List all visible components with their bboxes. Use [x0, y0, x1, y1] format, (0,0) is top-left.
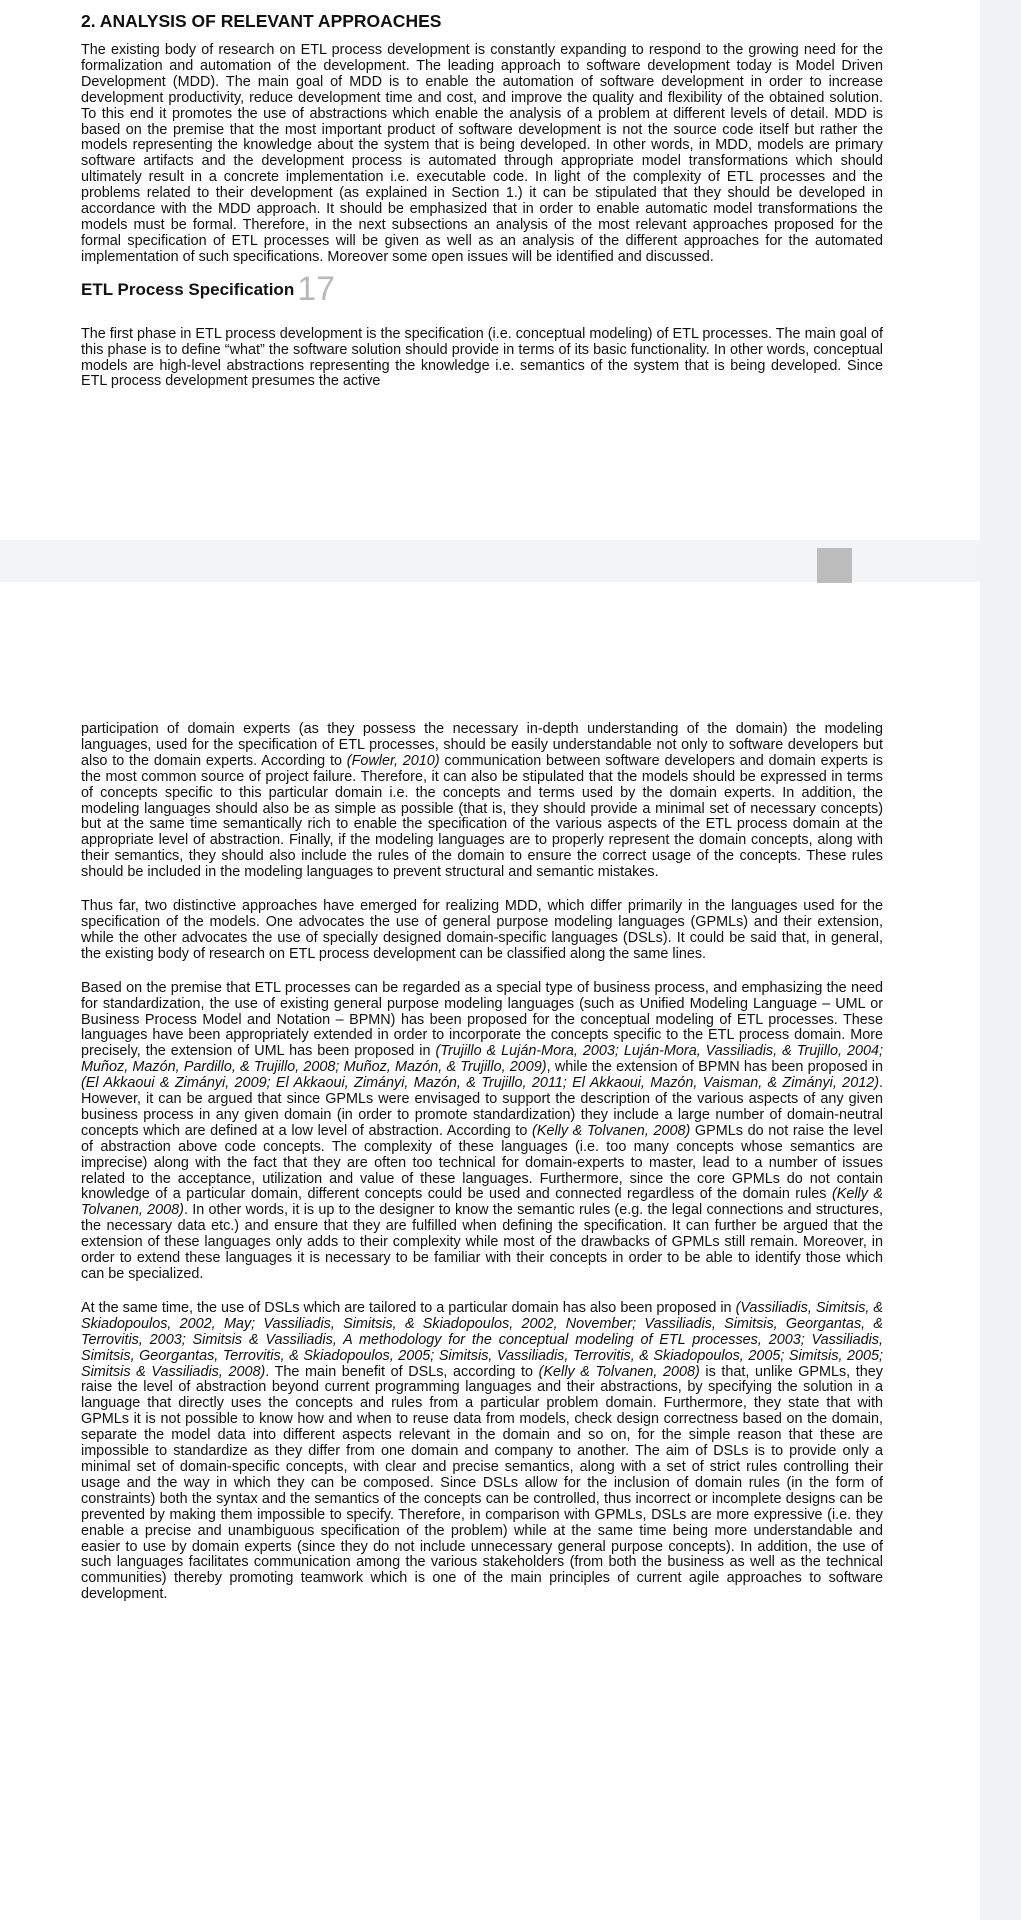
section-heading: 2. ANALYSIS OF RELEVANT APPROACHES [81, 11, 442, 31]
paragraph-domain-experts: participation of domain experts (as they possess the necessary in-depth understanding of the domain) the modeling languages, used for the specification of ETL processes, should be easily understandable not only to software developers but also to the domain experts. According to (Fowler, 2010) communication between software developers and domain experts is the most common source of project failure. Therefore, it can also be stipulated that the models should be expressed in terms of concepts specific to this particular domain i.e. the concepts and terms used by the domain experts. In addition, the modeling languages should also be as simple as possible (that is, they should provide a minimal set of necessary concepts) but at the same time semantically rich to enable the specification of the various aspects of the ETL process domain at the appropriate level of abstraction. Finally, if the modeling languages are to properly represent the domain concepts, along with their semantics, they should also include the rules of the domain to ensure the correct usage of the concepts. These rules should be included in the modeling languages to prevent structural and semantic mistakes. [81, 721, 883, 881]
spec-paragraph: The first phase in ETL process development is the specification (i.e. conceptual modeling) of ETL processes. The main goal of this phase is to define “what” the software solution should provide in terms of its basic functionality. In other words, conceptual models are high-level abstractions representing the knowledge i.e. semantics of the system that is being developed. Since ETL process development presumes the active [81, 325, 883, 390]
scrollbar-track[interactable] [980, 0, 1021, 1920]
citation: (Kelly & Tolvanen, 2008) [81, 1186, 883, 1219]
citation: (Kelly & Tolvanen, 2008) [532, 1122, 691, 1139]
paragraph-approaches: Thus far, two distinctive approaches have emerged for realizing MDD, which differ primarily in the languages used for the specification of the models. One advocates the use of general purpose modeling languages (GPMLs) and their extension, while the other advocates the use of specially designed domain-specific languages (DSLs). It could be said that, in general, the existing body of research on ETL process development can be classified along the same lines. [81, 898, 883, 962]
section-intro-paragraph: The existing body of research on ETL process development is constantly expanding to respond to the growing need for the formalization and automation of the development. The leading approach to software development today is Model Driven Development (MDD). The main goal of MDD is to enable the automation of software development in order to increase development productivity, reduce development time and cost, and improve the quality and flexibility of the obtained solution. To this end it promotes the use of abstractions which enable the analysis of a problem at different levels of detail. MDD is based on the premise that the most important product of software development is not the source code itself but rather the models representing the knowledge about the system that is being developed. In other words, in MDD, models are primary software artifacts and the development process is automated through appropriate model transformations which should ultimately result in a concrete implementation i.e. executable code. In light of the complexity of ETL processes and the problems related to their development (as explained in Section 1.) it can be stipulated that they should be developed in accordance with the MDD approach. It should be emphasized that in order to enable automatic model transformations the models must be formal. Therefore, in the next subsections an analysis of the most relevant approaches proposed for the formal specification of ETL processes will be given as well as an analysis of the different approaches for the automated implementation of such specifications. Moreover some open issues will be identified and discussed. [81, 42, 883, 265]
citation: (Fowler, 2010) [346, 752, 440, 769]
placeholder-thumbnail [817, 548, 852, 583]
paragraph-gpml: Based on the premise that ETL processes can be regarded as a special type of business process, and emphasizing the need for standardization, the use of existing general purpose modeling languages (such as Unified Modeling Language – UML or Business Process Model and Notation – BPMN) has been proposed for the conceptual modeling of ETL processes. These languages have been appropriately extended in order to incorporate the concepts specific to the ETL process domain. More precisely, the extension of UML has been proposed in (Trujillo & Luján-Mora, 2003; Luján-Mora, Vassiliadis, & Trujillo, 2004; Muñoz, Mazón, Pardillo, & Trujillo, 2008; Muñoz, Mazón, & Trujillo, 2009), while the extension of BPMN has been proposed in (El Akkaoui & Zimányi, 2009; El Akkaoui, Zimányi, Mazón, & Trujillo, 2011; El Akkaoui, Mazón, Vaisman, & Zimányi, 2012). However, it can be argued that since GPMLs were envisaged to support the description of the various aspects of any given business process in any given domain (in order to promote standardization) they include a large number of domain-neutral concepts which are defined at a low level of abstraction. According to (Kelly & Tolvanen, 2008) GPMLs do not raise the level of abstraction above code concepts. The complexity of these languages (i.e. too many concepts whose semantics are imprecise) along with the fact that they are often too technical for domain-experts to master, lead to a number of issues related to the acceptance, utilization and value of these languages. Furthermore, since the core GPMLs do not contain knowledge of a particular domain, different concepts could be used and connected regardless of the domain rules (Kelly & Tolvanen, 2008). In other words, it is up to the designer to know the semantic rules (e.g. the legal connections and structures, the necessary data etc.) and ensure that they are fulfilled when defining the specification. It can further be argued that the extension of these languages only adds to their complexity while most of the drawbacks of GPMLs still remain. Moreover, in order to extend these languages it is necessary to be familiar with their concepts in order to be able to identify those which can be specialized. [81, 979, 884, 1282]
citation: (El Akkaoui & Zimányi, 2009; El Akkaoui, Zimányi, Mazón, & Trujillo, 2011; El Akkaoui, Mazón, Vaisman, & Zimányi, 2012) [81, 1075, 879, 1092]
subsection-heading [81, 269, 883, 308]
citation: (Trujillo & Luján-Mora, 2003; Luján-Mora, Vassiliadis, & Trujillo, 2004; Muñoz, Mazón, Pardillo, & Trujillo, 2008; Muñoz, Mazón, & Trujillo, 2009) [81, 1043, 884, 1076]
paragraph-dsl: At the same time, the use of DSLs which are tailored to a particular domain has also been proposed in (Vassiliadis, Simitsis, & Skiadopoulos, 2002, May; Vassiliadis, Simitsis, & Skiadopoulos, 2002, November; Vassiliadis, Simitsis, Georgantas, & Terrovitis, 2003; Simitsis & Vassiliadis, A methodology for the conceptual modeling of ETL processes, 2003; Vassiliadis, Simitsis, Georgantas, Terrovitis, & Skiadopoulos, 2005; Simitsis, Vassiliadis, Terrovitis, & Skiadopoulos, 2005; Simitsis, 2005; Simitsis & Vassiliadis, 2008). The main benefit of DSLs, according to (Kelly & Tolvanen, 2008) is that, unlike GPMLs, they raise the level of abstraction beyond current programming languages and their abstractions, by specifying the solution in a language that directly uses the concepts and rules from a particular problem domain. Furthermore, they state that with GPMLs it is not possible to know how and when to reuse data from models, check design correctness based on the domain, separate the model data into different aspects relevant in the domain and so on, for the simple reason that these are impossible to standardize as they differ from one domain and company to another. The aim of DSLs is to provide only a minimal set of domain-specific concepts, with clear and precise semantics, along with a set of strict rules controlling their usage and the way in which they can be composed. Since DSLs allow for the inclusion of domain rules (in the form of constraints) both the syntax and the semantics of the concepts can be controlled, thus incorrect or incomplete designs can be prevented by making them impossible to specify. Therefore, in comparison with GPMLs, DSLs are more expressive (i.e. they enable a precise and unambiguous specification of the problem) while at the same time being more understandable and easier to use by domain experts (since they do not include unnecessary general purpose concepts). In addition, the use of such languages facilitates communication among the various stakeholders (from both the business as well as the technical communities) thereby promoting teamwork which is one of the main principles of current agile approaches to software development. [81, 1299, 883, 1603]
document-page-2 [81, 722, 883, 1621]
citation: (Vassiliadis, Simitsis, & Skiadopoulos, 2002, May; Vassiliadis, Simitsis, & Skiadopoulos, 2002, November; Vassiliadis, Simitsis, Georgantas, & Terrovitis, 2003; Simitsis & Vassiliadis, A methodology for the conceptual modeling of ETL processes, 2003; Vassiliadis, Simitsis, Georgantas, Terrovitis, & Skiadopoulos, 2005; Simitsis, Vassiliadis, Terrovitis, & Skiadopoulos, 2005; Simitsis, 2005; Simitsis & Vassiliadis, 2008) [81, 1299, 883, 1380]
document-page-1 [81, 10, 883, 390]
subsection-title: ETL Process Specification [81, 279, 295, 299]
page-number: 17 [297, 269, 336, 308]
citation: (Kelly & Tolvanen, 2008) [538, 1363, 700, 1380]
